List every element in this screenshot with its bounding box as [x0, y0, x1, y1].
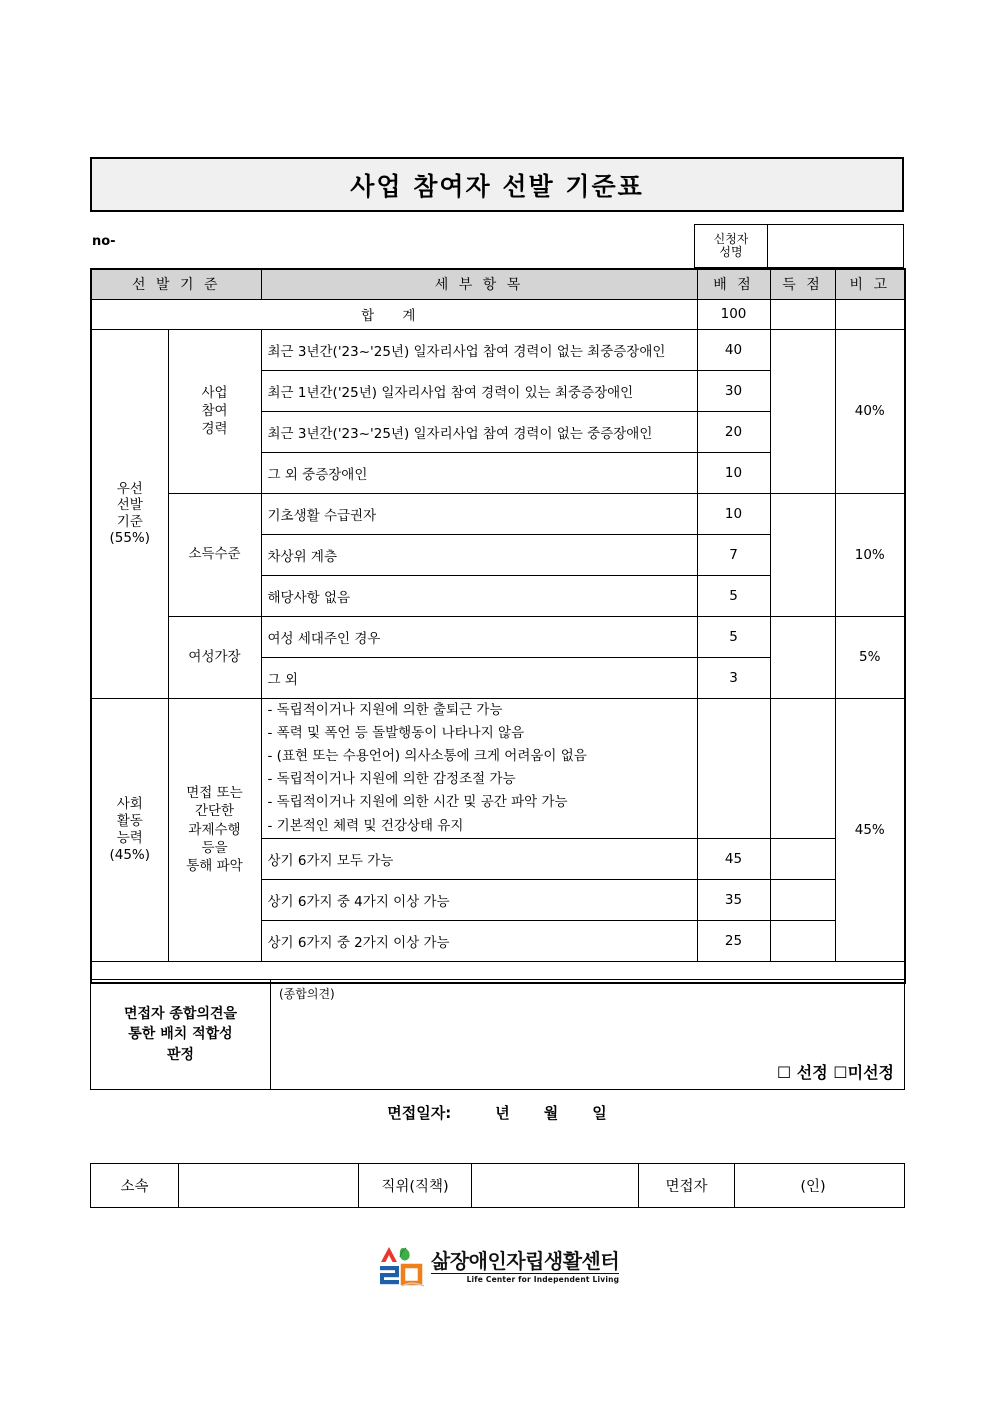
row-allocation: 20	[697, 411, 770, 452]
signature-table	[90, 1163, 905, 1208]
row-score-input[interactable]	[770, 838, 835, 879]
subgroup-label-female-head: 여성가장	[168, 616, 261, 698]
row-detail: 최근 3년간('23~'25년) 일자리사업 참여 경력이 없는 중증장애인	[261, 411, 697, 452]
opinion-placeholder: (종합의견)	[279, 987, 335, 1001]
header-score: 득 점	[770, 269, 835, 299]
total-row	[91, 299, 905, 329]
applicant-label-line2: 성명	[719, 245, 743, 259]
document-title-box	[90, 157, 904, 212]
selection-decision-checkboxes	[777, 1060, 894, 1083]
row-score-input[interactable]	[770, 329, 835, 493]
criteria-bullet: - 독립적이거나 지원에 의한 출퇴근 가능	[267, 701, 503, 718]
interviewer-opinion-table	[90, 979, 905, 1090]
subgroup-label-interview-method: 면접 또는 간단한 과제수행 등을 통해 파악	[168, 698, 261, 961]
day-label: 일	[592, 1104, 607, 1122]
interview-date-line	[90, 1102, 904, 1123]
row-allocation: 10	[697, 452, 770, 493]
row-detail: 그 외	[261, 657, 697, 698]
applicant-name-box	[694, 224, 904, 268]
row-allocation: 7	[697, 534, 770, 575]
checkbox-selected-icon[interactable]: ☐	[776, 1063, 792, 1082]
row-allocation: 40	[697, 329, 770, 370]
row-detail: 최근 3년간('23~'25년) 일자리사업 참여 경력이 없는 최중증장애인	[261, 329, 697, 370]
row-detail: 최근 1년간('25년) 일자리사업 참여 경력이 있는 최중증장애인	[261, 370, 697, 411]
row-score-input[interactable]	[770, 616, 835, 698]
checkbox-not-selected-icon[interactable]: ☐	[833, 1063, 848, 1082]
row-note: 10%	[835, 493, 905, 616]
criteria-bullet: - 폭력 및 폭언 등 돌발행동이 나타나지 않음	[267, 724, 525, 741]
row-allocation: 5	[697, 616, 770, 657]
row-score-input[interactable]	[770, 879, 835, 920]
row-detail: 여성 세대주인 경우	[261, 616, 697, 657]
row-allocation: 10	[697, 493, 770, 534]
criteria-bullet: - (표현 또는 수용언어) 의사소통에 크게 어려움이 없음	[267, 747, 587, 764]
checkbox-not-selected-label: 미선정	[847, 1063, 894, 1082]
row-detail: 해당사항 없음	[261, 575, 697, 616]
row-note: 40%	[835, 329, 905, 493]
logo-korean-name: 삶장애인자립생활센터	[431, 1248, 620, 1273]
row-score-input[interactable]	[770, 920, 835, 961]
total-score[interactable]	[770, 299, 835, 329]
applicant-name-label	[695, 225, 768, 267]
subgroup-label-work-history: 사업 참여 경력	[168, 329, 261, 493]
logo-english-name: Life Center for Independent Living	[431, 1273, 619, 1284]
position-value-input[interactable]	[472, 1164, 639, 1208]
table-row	[91, 493, 905, 534]
organization-logo	[378, 1243, 628, 1291]
interviewer-label: 면접자	[639, 1164, 735, 1208]
logo-mark-icon	[378, 1245, 426, 1289]
row-allocation: 25	[697, 920, 770, 961]
row-allocation: 30	[697, 370, 770, 411]
interviewer-seal-field[interactable]: (인)	[735, 1164, 905, 1208]
row-note: 45%	[835, 698, 905, 961]
criteria-bullet: - 독립적이거나 지원에 의한 시간 및 공간 파악 가능	[267, 794, 568, 811]
row-allocation: 35	[697, 879, 770, 920]
applicant-label-line1: 신청자	[713, 232, 749, 247]
logo-text-block	[431, 1248, 620, 1284]
group-label-social-ability: 사회 활동 능력 (45%)	[91, 698, 168, 961]
row-score-input[interactable]	[770, 493, 835, 616]
month-label: 월	[543, 1104, 559, 1122]
header-allocation: 배 점	[697, 269, 770, 299]
row-score-input[interactable]	[770, 698, 835, 838]
criteria-bullet: - 기본적인 체력 및 건강상태 유지	[267, 817, 464, 834]
criteria-bullet: - 독립적이거나 지원에 의한 감정조절 가능	[267, 771, 516, 788]
row-allocation: 45	[697, 838, 770, 879]
row-allocation: 5	[697, 575, 770, 616]
header-criteria: 선 발 기 준	[91, 269, 261, 299]
table-row	[91, 698, 905, 838]
group-label-priority: 우선 선발 기준 (55%)	[91, 329, 168, 698]
subgroup-label-income: 소득수준	[168, 493, 261, 616]
row-detail: 상기 6가지 중 4가지 이상 가능	[261, 879, 697, 920]
table-row	[91, 616, 905, 657]
total-note	[835, 299, 905, 329]
year-label: 년	[495, 1104, 510, 1122]
table-header-row	[91, 269, 905, 299]
table-row	[91, 1164, 905, 1208]
opinion-text-area[interactable]	[271, 980, 905, 1090]
table-row	[91, 329, 905, 370]
org-value-input[interactable]	[179, 1164, 359, 1208]
total-label: 합 계	[91, 299, 697, 329]
total-allocation: 100	[697, 299, 770, 329]
document-number-label: no-	[92, 234, 116, 249]
row-detail: 상기 6가지 모두 가능	[261, 838, 697, 879]
row-detail: 그 외 중증장애인	[261, 452, 697, 493]
selection-criteria-table	[90, 268, 906, 984]
applicant-name-input[interactable]	[768, 225, 903, 267]
row-detail: 차상위 계층	[261, 534, 697, 575]
row-detail: 기초생활 수급권자	[261, 493, 697, 534]
row-allocation	[697, 698, 770, 838]
opinion-label: 면접자 종합의견을 통한 배치 적합성 판정	[91, 980, 271, 1090]
interview-date-label: 면접일자:	[387, 1104, 452, 1122]
header-detail: 세 부 항 목	[261, 269, 697, 299]
row-allocation: 3	[697, 657, 770, 698]
page-title: 사업 참여자 선발 기준표	[350, 171, 644, 201]
row-note: 5%	[835, 616, 905, 698]
org-label: 소속	[91, 1164, 179, 1208]
social-ability-criteria-list	[261, 698, 697, 838]
row-detail: 상기 6가지 중 2가지 이상 가능	[261, 920, 697, 961]
position-label: 직위(직책)	[359, 1164, 472, 1208]
checkbox-selected-label: 선정	[796, 1063, 828, 1082]
header-note: 비 고	[835, 269, 905, 299]
